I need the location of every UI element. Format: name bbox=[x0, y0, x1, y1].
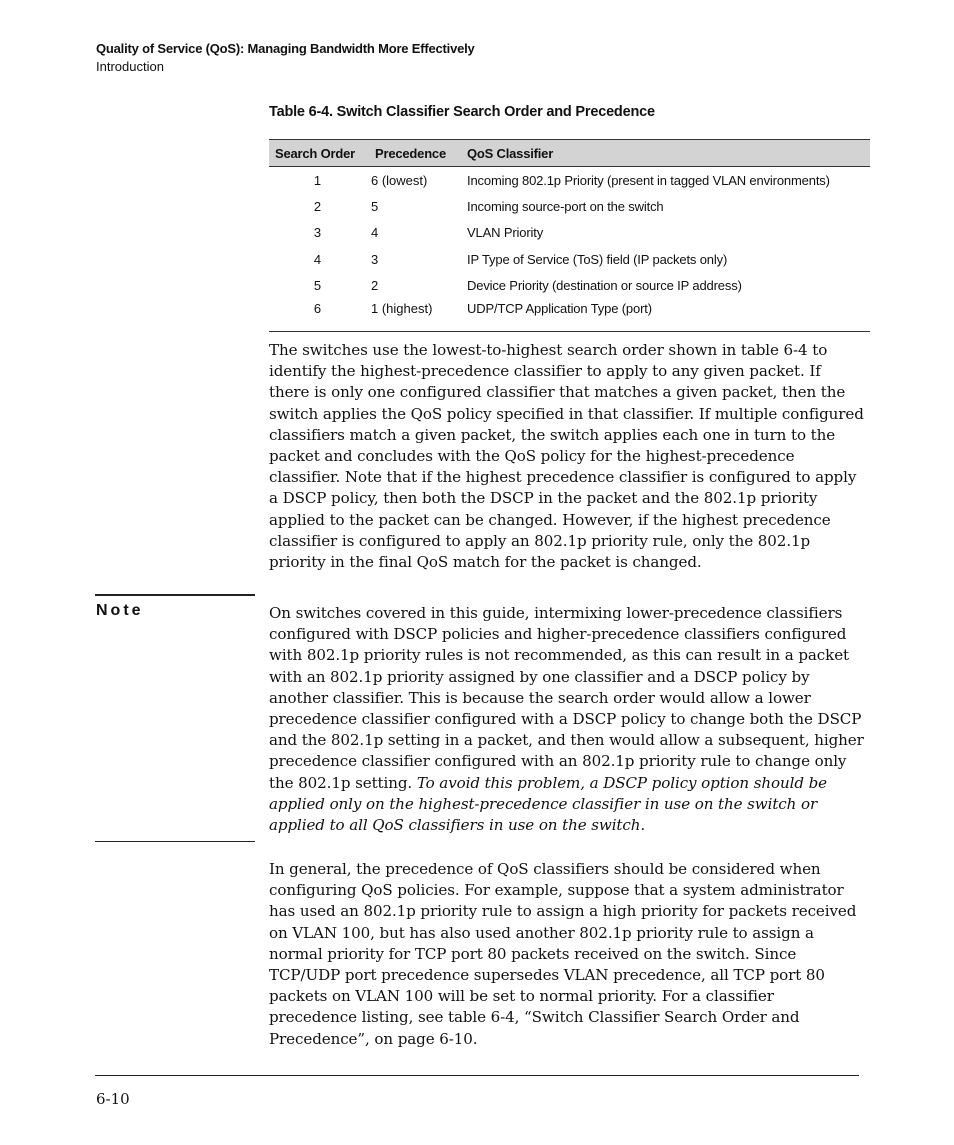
body-paragraph-precedence-example: In general, the precedence of QoS classifiers should be considered when configuring QoS policies. For example, suppose that a system administrator has used an 802.1p priority rule to assign a high priority for packets received on VLAN 100, but has also used another 802.1p priority rule to assign a normal priority for TCP port 80 packets received on the switch. Since TCP/UDP port precedence supersedes VLAN precedence, all TCP port 80 packets on VLAN 100 will be set to normal priority. For a classifier precedence listing, see table 6-4, “Switch Classifier Search Order and Precedence”, on page 6-10. bbox=[269, 860, 857, 1048]
cell-precedence: 3 bbox=[371, 251, 379, 267]
table-header-row bbox=[269, 140, 870, 167]
table-row bbox=[269, 273, 870, 299]
cell-qos-classifier: Incoming 802.1p Priority (present in tagged VLAN environments) bbox=[467, 172, 830, 188]
table-row bbox=[269, 299, 870, 332]
cell-search-order: 3 bbox=[313, 225, 322, 241]
running-header-subtitle: Introduction bbox=[96, 59, 164, 74]
cell-search-order: 1 bbox=[313, 172, 322, 188]
cell-precedence: 4 bbox=[371, 225, 379, 241]
column-header-precedence: Precedence bbox=[367, 140, 467, 167]
cell-search-order: 6 bbox=[313, 300, 322, 316]
table-row bbox=[269, 167, 870, 194]
column-header-qos-classifier: QoS Classifier bbox=[467, 140, 870, 167]
note-top-rule bbox=[95, 594, 255, 596]
body-paragraph-search-order: The switches use the lowest-to-highest search order shown in table 6-4 to identify the highest-precedence classifier to apply to any given packet. If there is only one configured classifier that matches a given packet, then the switch applies the QoS policy specified in that classifier. If multiple configured classifiers match a given packet, the switch applies each one in turn to the packet and concludes with the QoS policy for the highest-precedence classifier. Note that if the highest precedence classifier is configured to apply a DSCP policy, then both the DSCP in the packet and the 802.1p priority applied to the packet can be changed. However, if the highest precedence classifier is configured to apply an 802.1p priority rule, only the 802.1p priority in the final QoS match for the packet is changed. bbox=[269, 341, 864, 572]
page-number: 6-10 bbox=[96, 1090, 130, 1108]
cell-precedence: 6 (lowest) bbox=[371, 172, 428, 188]
cell-qos-classifier: Device Priority (destination or source IP address) bbox=[467, 278, 742, 294]
cell-qos-classifier: VLAN Priority bbox=[467, 225, 544, 241]
table-row bbox=[269, 246, 870, 272]
cell-search-order: 4 bbox=[313, 251, 322, 267]
note-label: Note bbox=[96, 602, 144, 619]
cell-qos-classifier: UDP/TCP Application Type (port) bbox=[467, 300, 652, 316]
note-bottom-rule bbox=[95, 841, 255, 842]
note-paragraph bbox=[269, 603, 864, 836]
classifier-table bbox=[269, 139, 870, 332]
footer-rule bbox=[95, 1075, 859, 1076]
table-row bbox=[269, 193, 870, 219]
note-italic-text: To avoid this problem, a DSCP policy option should be applied only on the highest-precedence classifier in use on the switch or applied to all QoS classifiers in use on the switch. bbox=[269, 773, 827, 835]
note-text: On switches covered in this guide, intermixing lower-precedence classifiers configured with DSCP policies and higher-precedence classifiers configured with 802.1p priority rules is not recommended, as this can result in a packet with an 802.1p priority assigned by one classifier and a DSCP policy by another classifier. This is because the search order would allow a lower precedence classifier configured with a DSCP policy to change both the DSCP and the 802.1p setting in a packet, and then would allow a subsequent, higher precedence classifier configured with an 802.1p priority rule to change only the 802.1p setting. bbox=[269, 604, 864, 792]
running-header-title: Quality of Service (QoS): Managing Bandwidth More Effectively bbox=[96, 41, 475, 56]
table-caption: Table 6-4. Switch Classifier Search Order and Precedence bbox=[269, 104, 655, 120]
cell-qos-classifier: IP Type of Service (ToS) field (IP packets only) bbox=[467, 251, 728, 267]
column-header-search-order: Search Order bbox=[269, 140, 367, 167]
cell-qos-classifier: Incoming source-port on the switch bbox=[467, 199, 664, 215]
table-row bbox=[269, 220, 870, 246]
cell-search-order: 2 bbox=[313, 199, 322, 215]
cell-precedence: 2 bbox=[371, 278, 379, 294]
cell-precedence: 1 (highest) bbox=[371, 300, 433, 316]
cell-search-order: 5 bbox=[313, 278, 322, 294]
cell-precedence: 5 bbox=[371, 199, 379, 215]
